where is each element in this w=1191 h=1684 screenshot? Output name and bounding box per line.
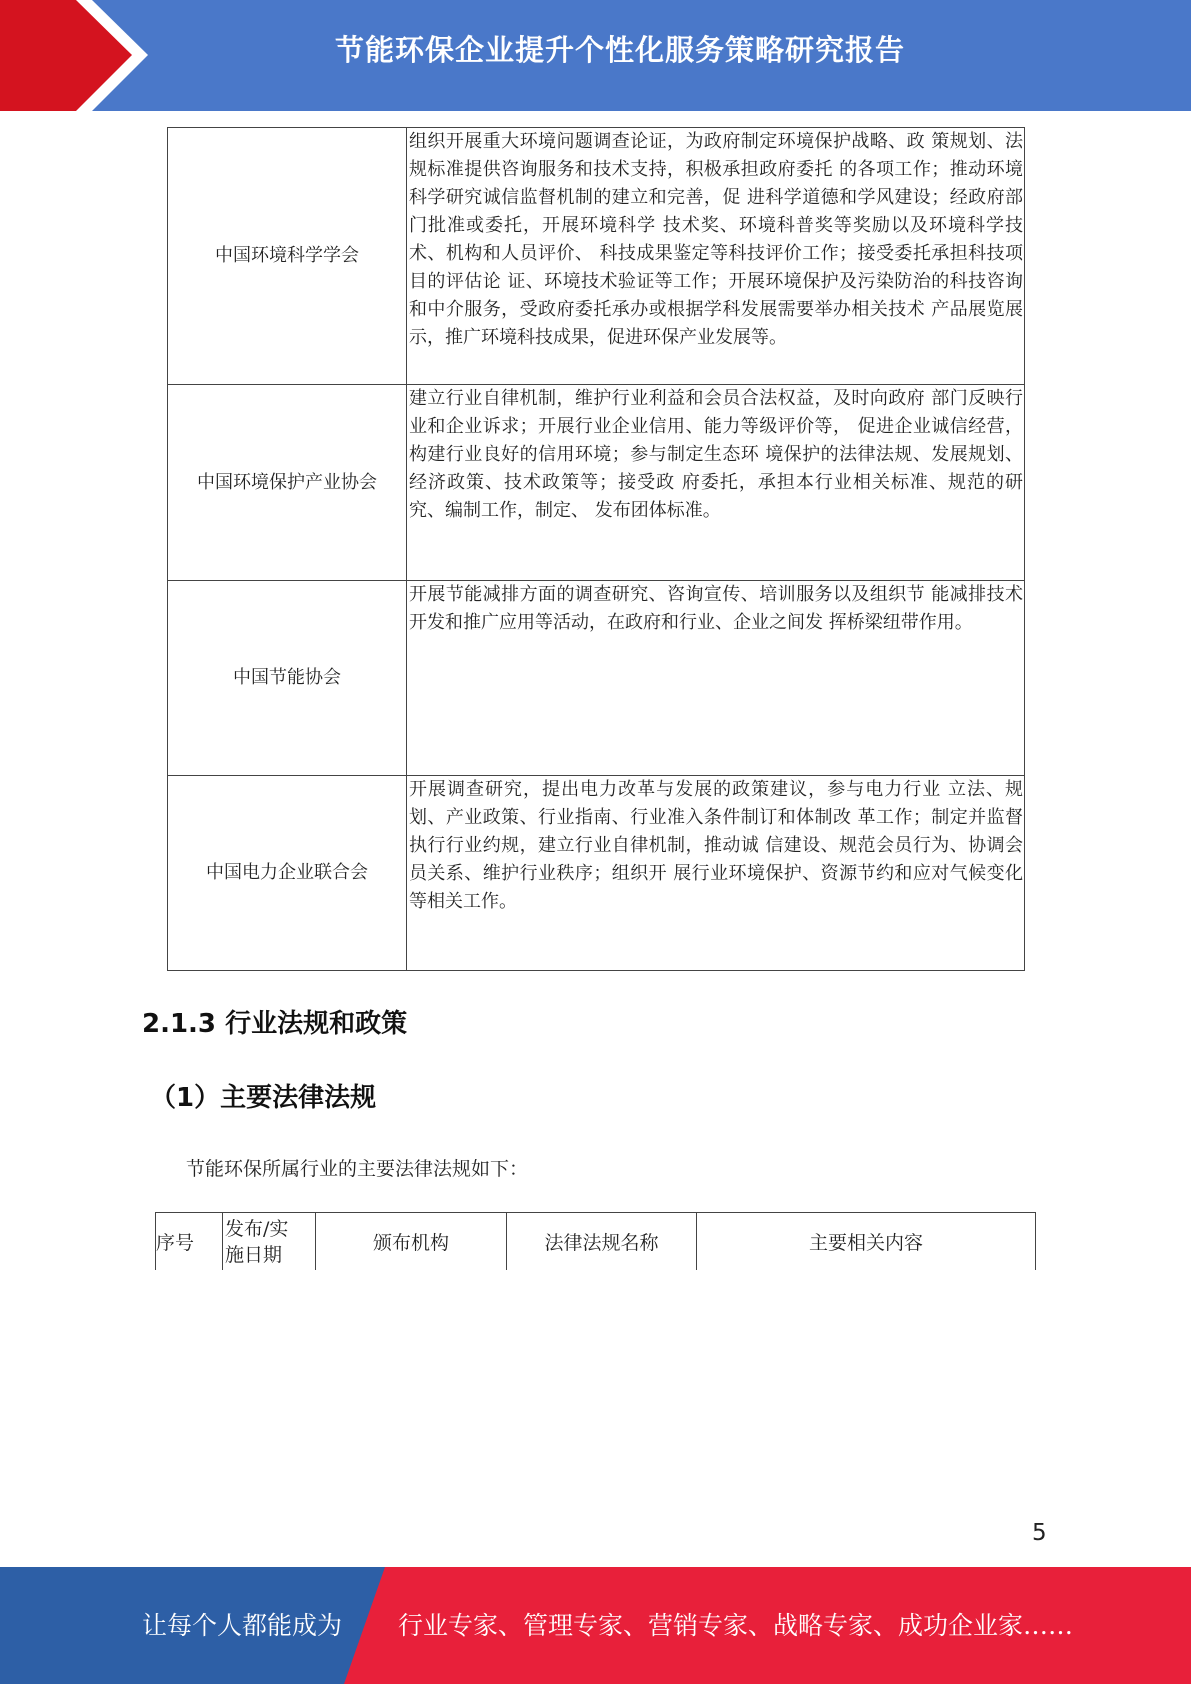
table-row [168, 776, 1025, 971]
header-cell-index: 序号 [156, 1232, 195, 1254]
header-cell-authority: 颁布机构 [372, 1232, 449, 1254]
footer-tagline-right: 行业专家、管理专家、营销专家、战略专家、成功企业家…… [398, 1611, 1074, 1640]
footer-tagline-left: 让每个人都能成为 [142, 1611, 343, 1640]
org-description: 开展调查研究，提出电力改革与发展的政策建议，参与电力行业 立法、规划、产业政策、行业指南、行业准入条件制订和体制改 革工作；制定并监督执行行业约规，建立行业自律机制，推动诚 信建设、规范会员行为、协调会员关系、维护行业秩序；组织开 展行业环境保护、资源节约和应对气候变化等相关工作。 [407, 776, 1025, 971]
intro-paragraph: 节能环保所属行业的主要法律法规如下： [186, 1158, 529, 1180]
header-cell-date: 发布/实 施日期 [225, 1217, 289, 1266]
header-cell-law-name: 法律法规名称 [544, 1232, 659, 1254]
org-name: 中国节能协会 [168, 581, 407, 776]
page-title: 节能环保企业提升个性化服务策略研究报告 [334, 33, 905, 67]
table-row [168, 581, 1025, 776]
org-name: 中国环境保护产业协会 [168, 385, 407, 581]
org-description: 开展节能减排方面的调查研究、咨询宣传、培训服务以及组织节 能减排技术开发和推广应用等活动，在政府和行业、企业之间发 挥桥梁纽带作用。 [407, 581, 1025, 776]
section-heading: 2.1.3 行业法规和政策 [142, 1009, 408, 1039]
table-row [168, 385, 1025, 581]
org-name: 中国电力企业联合会 [168, 776, 407, 971]
org-name: 中国环境科学学会 [168, 128, 407, 385]
header-banner [0, 0, 1191, 111]
org-description: 建立行业自律机制，维护行业利益和会员合法权益，及时向政府 部门反映行业和企业诉求；开展行业企业信用、能力等级评价等， 促进企业诚信经营，构建行业良好的信用环境；参与制定生态环 境保护的法律法规、发展规划、经济政策、技术政策等；接受政 府委托，承担本行业相关标准、规范的研究、编制工作，制定、 发布团体标准。 [407, 385, 1025, 581]
subsection-heading: （1）主要法律法规 [150, 1083, 377, 1113]
laws-table-header [155, 1212, 1036, 1270]
footer-banner [0, 1567, 1191, 1684]
column-divider [1035, 1213, 1036, 1270]
page-number: 5 [1032, 1520, 1047, 1546]
org-description: 组织开展重大环境问题调查论证，为政府制定环境保护战略、政 策规划、法规标准提供咨询服务和技术支持，积极承担政府委托 的各项工作；推动环境科学研究诚信监督机制的建立和完善，促 进科学道德和学风建设；经政府部门批准或委托，开展环境科学 技术奖、环境科普奖等奖励以及环境科学技术、机构和人员评价、 科技成果鉴定等科技评价工作；接受委托承担科技项目的评估论 证、环境技术验证等工作；开展环境保护及污染防治的科技咨询和中介服务，受政府委托承办或根据学科发展需要举办相关技术 产品展览展示，推广环境科技成果，促进环保产业发展等。 [407, 128, 1025, 385]
column-divider [222, 1213, 223, 1270]
table-row [168, 128, 1025, 385]
organizations-table [167, 127, 1025, 971]
header-cell-content: 主要相关内容 [808, 1232, 923, 1254]
